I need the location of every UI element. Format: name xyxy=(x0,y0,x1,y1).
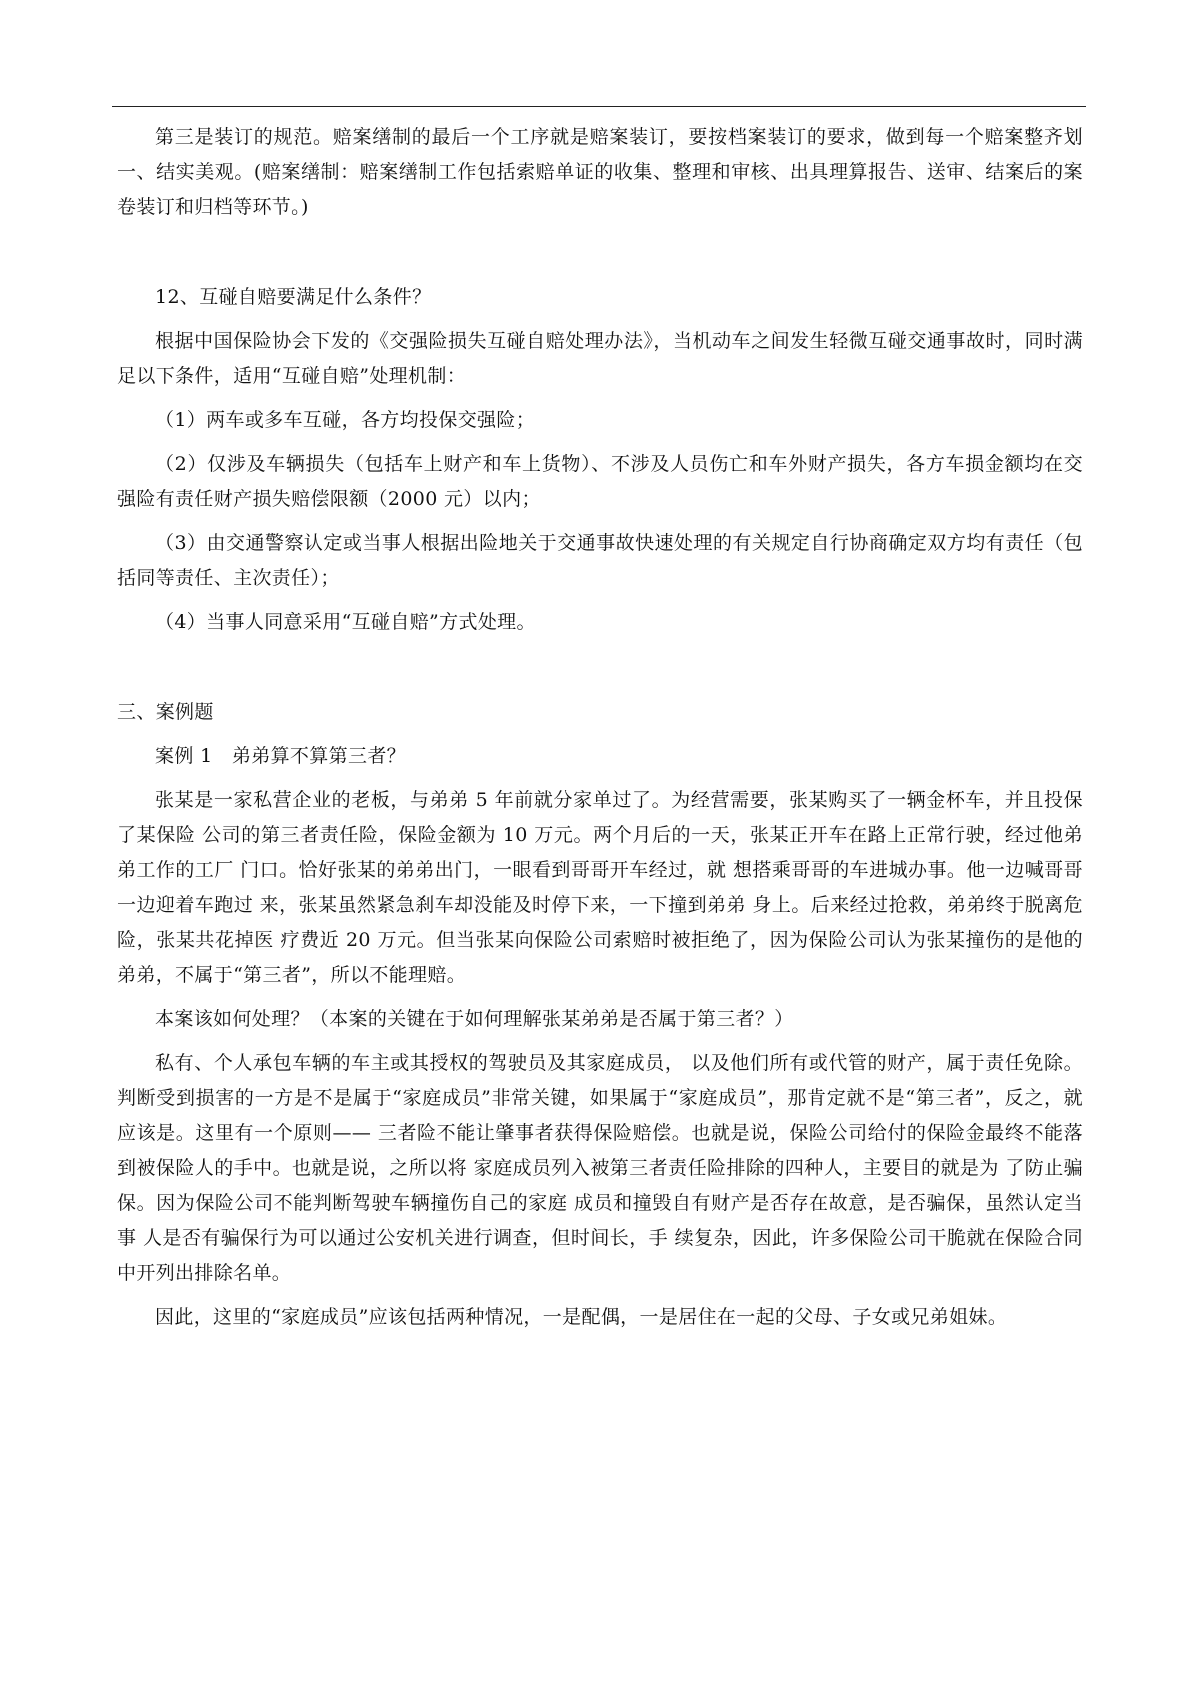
condition-item: （3）由交通警察认定或当事人根据出险地关于交通事故快速处理的有关规定自行协商确定双方均有责任（包括同等责任、主次责任）； xyxy=(117,532,1083,589)
question-12-heading: 12、互碰自赔要满足什么条件？ xyxy=(155,286,432,308)
condition-item: （2）仅涉及车辆损失（包括车上财产和车上货物）、不涉及人员伤亡和车外财产损失，各方车损金额均在交强险有责任财产损失赔偿限额（2000 元）以内； xyxy=(117,453,1083,510)
case-answer-paragraph: 私有、个人承包车辆的车主或其授权的驾驶员及其家庭成员， 以及他们所有或代管的财产，属于责任免除。判断受到损害的一方是不是属于“家庭成员”非常关键，如果属于“家庭成员”，那肯定就不是“第三者”，反之，就应该是。这里有一个原则—— 三者险不能让肇事者获得保险赔偿。也就是说，保险公司给付的保险金最终不能落到被保险人的手中。也就是说，之所以将 家庭成员列入被第三者责任险排除的四种人，主要目的就是为 了防止骗保。因为保险公司不能判断驾驶车辆撞伤自己的家庭 成员和撞毁自有财产是否存在故意，是否骗保，虽然认定当事 人是否有骗保行为可以通过公安机关进行调查，但时间长，手 续复杂，因此，许多保险公司干脆就在保险合同中开列出排除名单。 xyxy=(117,1052,1083,1284)
header-rule xyxy=(112,106,1086,107)
condition-item: （4）当事人同意采用“互碰自赔”方式处理。 xyxy=(155,611,536,633)
binding-paragraph: 第三是装订的规范。赔案缮制的最后一个工序就是赔案装订，要按档案装订的要求，做到每一个赔案整齐划一、结实美观。(赔案缮制：赔案缮制工作包括索赔单证的收集、整理和审核、出具理算报告、送审、结案后的案卷装订和归档等环节。) xyxy=(117,126,1083,218)
case-question: 本案该如何处理？（本案的关键在于如何理解张某弟弟是否属于第三者？） xyxy=(155,1008,794,1030)
document-body xyxy=(117,120,1083,1335)
condition-item: （1）两车或多车互碰，各方均投保交强险； xyxy=(155,409,536,431)
question-12-intro: 根据中国保险协会下发的《交强险损失互碰自赔处理办法》，当机动车之间发生轻微互碰交通事故时，同时满足以下条件，适用“互碰自赔”处理机制： xyxy=(117,330,1083,387)
case-story: 张某是一家私营企业的老板，与弟弟 5 年前就分家单过了。为经营需要，张某购买了一辆金杯车，并且投保了某保险 公司的第三者责任险，保险金额为 10 万元。两个月后的一天，张某正开车在路上正常行驶，经过他弟弟工作的工厂 门口。恰好张某的弟弟出门，一眼看到哥哥开车经过，就 想搭乘哥哥的车进城办事。他一边喊哥哥一边迎着车跑过 来，张某虽然紧急刹车却没能及时停下来，一下撞到弟弟 身上。后来经过抢救，弟弟终于脱离危险，张某共花掉医 疗费近 20 万元。但当张某向保险公司索赔时被拒绝了，因为保险公司认为张某撞伤的是他的弟弟，不属于“第三者”，所以不能理赔。 xyxy=(117,789,1083,986)
case-answer-paragraph: 因此，这里的“家庭成员”应该包括两种情况，一是配偶，一是居住在一起的父母、子女或兄弟姐妹。 xyxy=(155,1306,1008,1328)
section-heading: 三、案例题 xyxy=(117,701,214,723)
case-title: 案例 1 弟弟算不算第三者？ xyxy=(155,745,407,767)
